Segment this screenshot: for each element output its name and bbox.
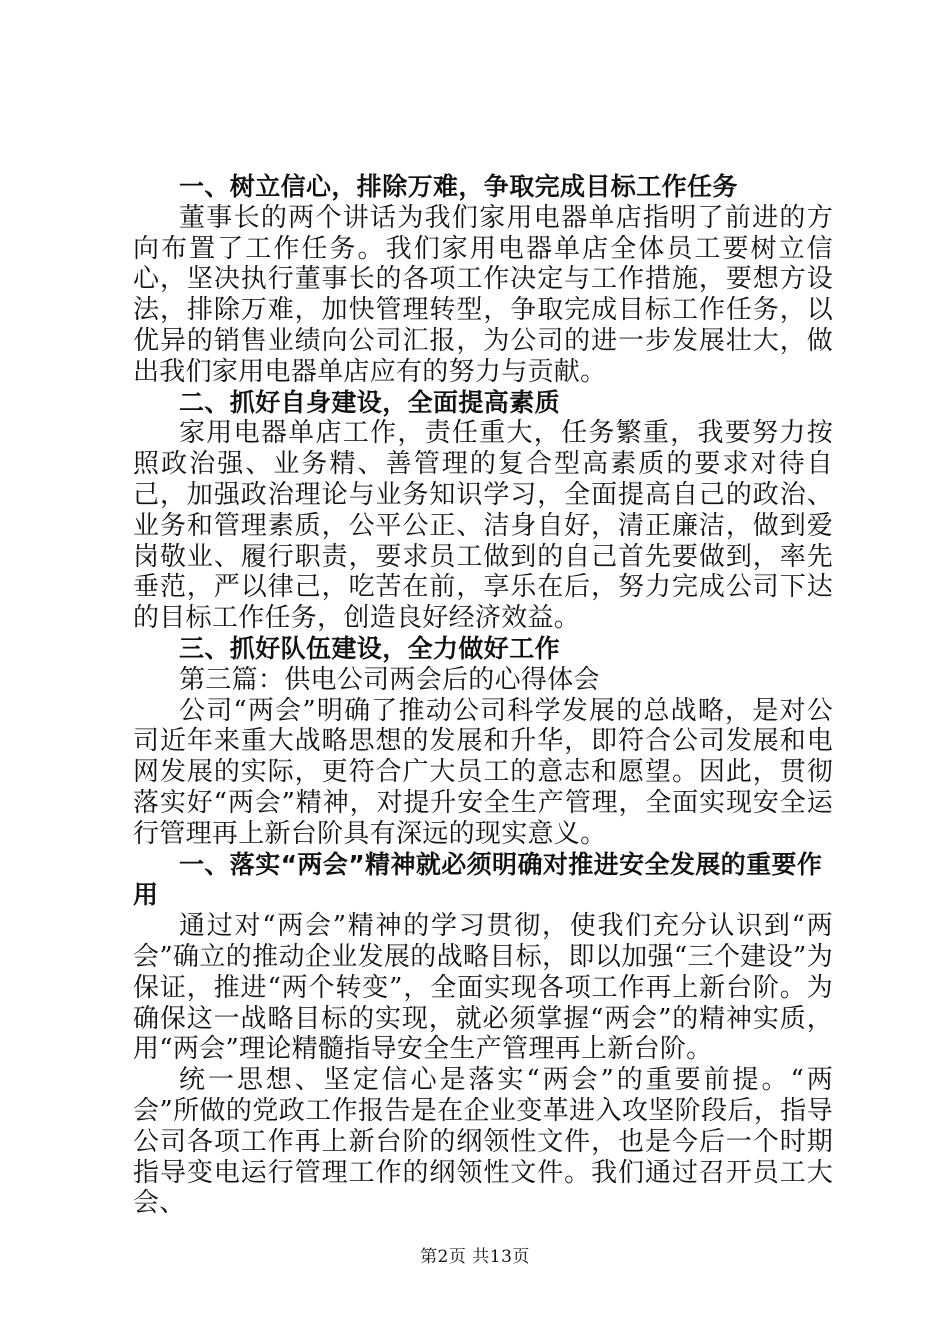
paragraph-3: 公司“两会”明确了推动公司科学发展的总战略，是对公司近年来重大战略思想的发展和升华，即符合公司发展和电网发展的实际，更符合广大员工的意志和愿望。因此，贯彻落实好“两会”精神，对提升安全生产管理，全面实现安全运行管理再上新台阶具有深远的现实意义。 — [133, 695, 833, 849]
section-heading-3: 三、抓好队伍建设，全力做好工作 — [179, 633, 561, 663]
paragraph-1: 董事长的两个讲话为我们家用电器单店指明了前进的方向布置了工作任务。我们家用电器单店全体员工要树立信心，坚决执行董事长的各项工作决定与工作措施，要想方设法，排除万难，加快管理转型，争取完成目标工作任务，以优异的销售业绩向公司汇报，为公司的进一步发展壮大，做出我们家用电器单店应有的努力与贡献。 — [133, 202, 833, 387]
section-heading-2: 二、抓好自身建设，全面提高素质 — [179, 387, 561, 417]
section-heading-4: 一、落实“两会”精神就必须明确对推进安全发展的重要作用 — [133, 849, 823, 910]
paragraph-2: 家用电器单店工作，责任重大，任务繁重，我要努力按照政治强、业务精、善管理的复合型高素质的要求对待自己，加强政治理论与业务知识学习，全面提高自己的政治、业务和管理素质，公平公正、洁身自好，清正廉洁，做到爱岗敬业、履行职责，要求员工做到的自己首先要做到，率先垂范，严以律己，吃苦在前，享乐在后，努力完成公司下达的目标工作任务，创造良好经济效益。 — [133, 418, 833, 634]
section-heading-1: 一、树立信心，排除万难，争取完成目标工作任务 — [179, 172, 738, 201]
paragraph-5: 统一思想、坚定信心是落实“两会”的重要前提。“两会”所做的党政工作报告是在企业变革进入攻坚阶段后，指导公司各项工作再上新台阶的纲领性文件，也是今后一个时期指导变电运行管理工作的纲领性文件。我们通过召开员工大会、 — [133, 1065, 833, 1219]
document-body — [133, 172, 833, 1219]
page-number-footer: 第2页 共13页 — [420, 1247, 530, 1267]
chapter-title: 第三篇：供电公司两会后的心得体会 — [179, 664, 600, 695]
paragraph-4: 通过对“两会”精神的学习贯彻，使我们充分认识到“两会”确立的推动企业发展的战略目标，即以加强“三个建设”为保证，推进“两个转变”，全面实现各项工作再上新台阶。为确保这一战略目标的实现，就必须掌握“两会”的精神实质，用“两会”理论精髓指导安全生产管理再上新台阶。 — [133, 911, 833, 1065]
